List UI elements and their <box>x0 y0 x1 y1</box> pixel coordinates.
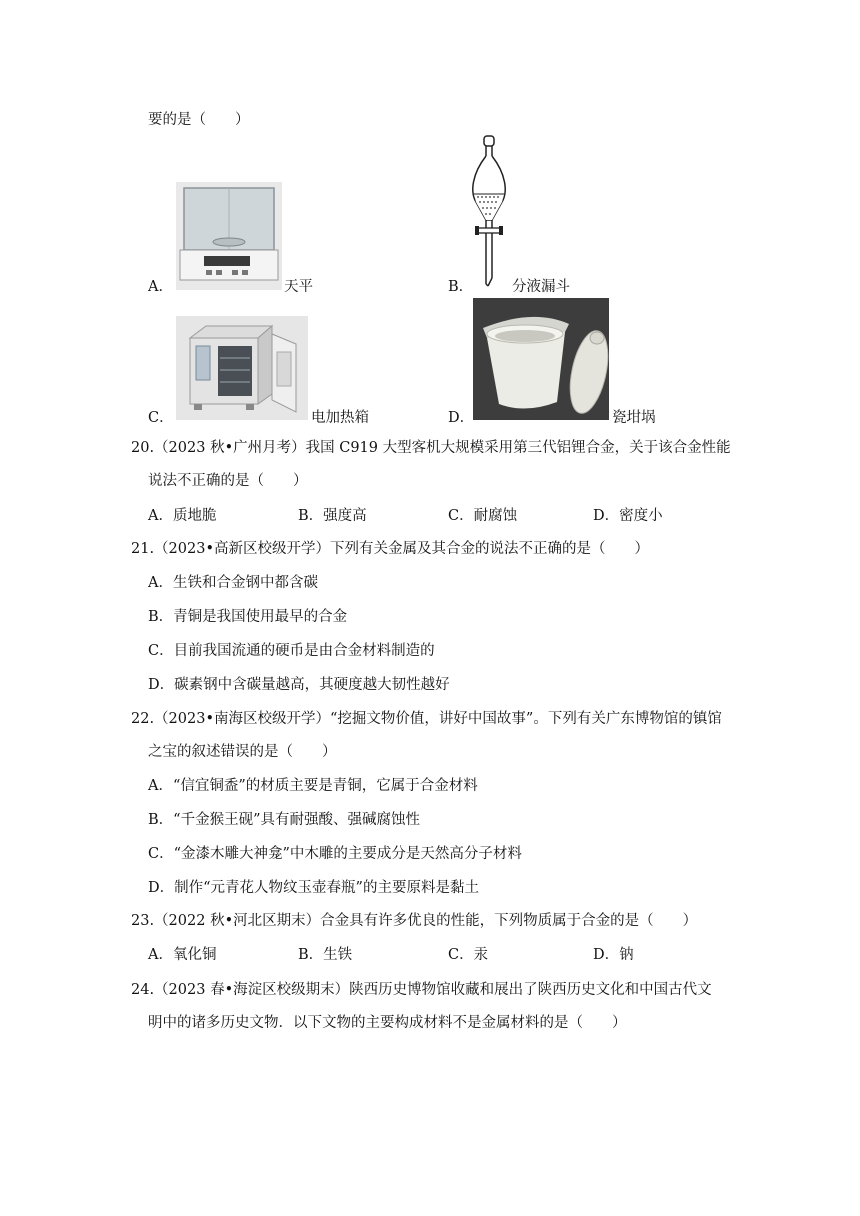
q23-stem-line1: 23.（2022 秋•河北区期末）合金具有许多优良的性能，下列物质属于合金的是（ ） <box>131 913 698 929</box>
q23-option-c: C．汞 <box>448 947 489 963</box>
q19-option-c-letter: C． <box>148 410 174 426</box>
q22-option-c: C．“金漆木雕大神龛”中木雕的主要成分是天然高分子材料 <box>148 846 522 862</box>
separatory-funnel-image <box>468 134 512 294</box>
q19-option-d-letter: D． <box>448 410 475 426</box>
q20-option-b: B．强度高 <box>298 508 367 524</box>
q21-stem-line1: 21.（2023•高新区校级开学）下列有关金属及其合金的说法不正确的是（ ） <box>131 541 650 557</box>
balance-image <box>176 182 282 290</box>
q23-option-a: A．氧化铜 <box>148 947 217 963</box>
q20-stem-line1: 20.（2023 秋•广州月考）我国 C919 大型客机大规模采用第三代铝锂合金，关于该合金性能 <box>131 440 731 456</box>
q23-option-b: B．生铁 <box>298 947 353 963</box>
q21-option-b: B．青铜是我国使用最早的合金 <box>148 609 348 625</box>
q21-option-d: D．碳素钢中含碳量越高，其硬度越大韧性越好 <box>148 677 450 693</box>
q21-option-c: C．目前我国流通的硬币是由合金材料制造的 <box>148 643 435 659</box>
q19-option-c-caption: 电加热箱 <box>311 410 369 426</box>
q20-stem-line2: 说法不正确的是（ ） <box>148 473 308 489</box>
q20-option-c: C．耐腐蚀 <box>448 508 518 524</box>
q19-option-b-caption: 分液漏斗 <box>512 279 570 295</box>
q19-option-a-letter: A． <box>148 279 173 295</box>
q19-option-a-caption: 天平 <box>284 279 313 295</box>
q19-option-b-letter: B． <box>448 279 474 295</box>
q24-stem-line1: 24.（2023 春•海淀区校级期末）陕西历史博物馆收藏和展出了陕西历史文化和中国古代文 <box>131 982 712 998</box>
q20-option-d: D．密度小 <box>593 508 663 524</box>
q22-option-d: D．制作“元青花人物纹玉壶春瓶”的主要原料是黏土 <box>148 880 479 896</box>
q22-option-a: A．“信宜铜盉”的材质主要是青铜，它属于合金材料 <box>148 778 478 794</box>
q22-stem-line1: 22.（2023•南海区校级开学）“挖掘文物价值，讲好中国故事”。下列有关广东博物馆的镇馆 <box>131 711 722 727</box>
q21-option-a: A．生铁和合金钢中都含碳 <box>148 575 318 591</box>
porcelain-crucible-image <box>473 298 609 420</box>
q19-option-d-caption: 瓷坩埚 <box>612 410 656 426</box>
q20-option-a: A．质地脆 <box>148 508 217 524</box>
q24-stem-line2: 明中的诸多历史文物．以下文物的主要构成材料不是金属材料的是（ ） <box>148 1015 627 1031</box>
q23-option-d: D．钠 <box>593 947 634 963</box>
heating-oven-image <box>176 316 308 420</box>
q19-stem-tail: 要的是（ ） <box>148 112 250 128</box>
q22-option-b: B．“千金猴王砚”具有耐强酸、强碱腐蚀性 <box>148 812 420 828</box>
q22-stem-line2: 之宝的叙述错误的是（ ） <box>148 744 337 760</box>
